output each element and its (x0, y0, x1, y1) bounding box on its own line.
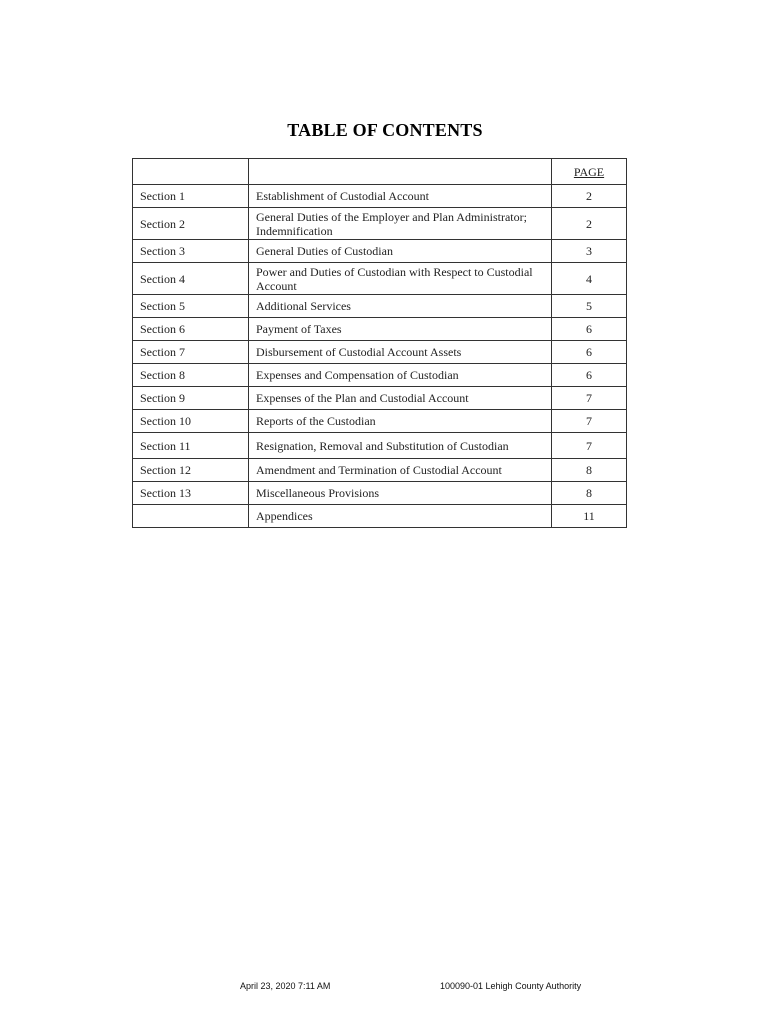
section-title: General Duties of the Employer and Plan Administrator; Indemnification (249, 208, 552, 240)
page-number: 7 (552, 387, 627, 410)
page-number: 4 (552, 263, 627, 295)
page-number: 3 (552, 240, 627, 263)
section-title: Miscellaneous Provisions (249, 482, 552, 505)
section-number (133, 505, 249, 528)
footer-document-id: 100090-01 Lehigh County Authority (440, 981, 582, 991)
section-title: Expenses of the Plan and Custodial Account (249, 387, 552, 410)
section-number: Section 11 (133, 433, 249, 459)
section-title: Amendment and Termination of Custodial Account (249, 459, 552, 482)
toc-row (133, 459, 627, 482)
toc-row (133, 318, 627, 341)
header-cell-title (249, 159, 552, 185)
toc-row (133, 433, 627, 459)
header-cell-page (552, 159, 627, 185)
toc-row (133, 185, 627, 208)
section-title: Payment of Taxes (249, 318, 552, 341)
section-title: Establishment of Custodial Account (249, 185, 552, 208)
section-number: Section 6 (133, 318, 249, 341)
page-number: 6 (552, 318, 627, 341)
section-title: Expenses and Compensation of Custodian (249, 364, 552, 387)
toc-row (133, 208, 627, 240)
page-number: 6 (552, 364, 627, 387)
toc-row (133, 263, 627, 295)
section-number: Section 4 (133, 263, 249, 295)
section-number: Section 7 (133, 341, 249, 364)
toc-row (133, 341, 627, 364)
toc-header-row (133, 159, 627, 185)
section-title: Appendices (249, 505, 552, 528)
section-number: Section 10 (133, 410, 249, 433)
section-number: Section 12 (133, 459, 249, 482)
page-number: 8 (552, 459, 627, 482)
toc-row (133, 482, 627, 505)
toc-row (133, 410, 627, 433)
section-number: Section 9 (133, 387, 249, 410)
section-number: Section 2 (133, 208, 249, 240)
toc-row (133, 240, 627, 263)
page-number: 6 (552, 341, 627, 364)
section-title: Reports of the Custodian (249, 410, 552, 433)
toc-row (133, 505, 627, 528)
page-number: 2 (552, 208, 627, 240)
section-number: Section 8 (133, 364, 249, 387)
toc-row (133, 295, 627, 318)
section-number: Section 1 (133, 185, 249, 208)
footer-timestamp: April 23, 2020 7:11 AM (240, 981, 331, 991)
page-number: 8 (552, 482, 627, 505)
page-column-header: PAGE (573, 164, 605, 179)
section-number: Section 5 (133, 295, 249, 318)
section-title: Disbursement of Custodial Account Assets (249, 341, 552, 364)
page-number: 5 (552, 295, 627, 318)
section-title: Additional Services (249, 295, 552, 318)
section-title: Resignation, Removal and Substitution of Custodian (249, 433, 552, 459)
toc-row (133, 364, 627, 387)
page-number: 11 (552, 505, 627, 528)
page-number: 7 (552, 433, 627, 459)
page-title: TABLE OF CONTENTS (287, 120, 483, 140)
section-number: Section 13 (133, 482, 249, 505)
page-number: 2 (552, 185, 627, 208)
section-number: Section 3 (133, 240, 249, 263)
section-title: General Duties of Custodian (249, 240, 552, 263)
header-cell-section (133, 159, 249, 185)
toc-row (133, 387, 627, 410)
page-number: 7 (552, 410, 627, 433)
section-title: Power and Duties of Custodian with Respect to Custodial Account (249, 263, 552, 295)
toc-table (132, 158, 627, 528)
